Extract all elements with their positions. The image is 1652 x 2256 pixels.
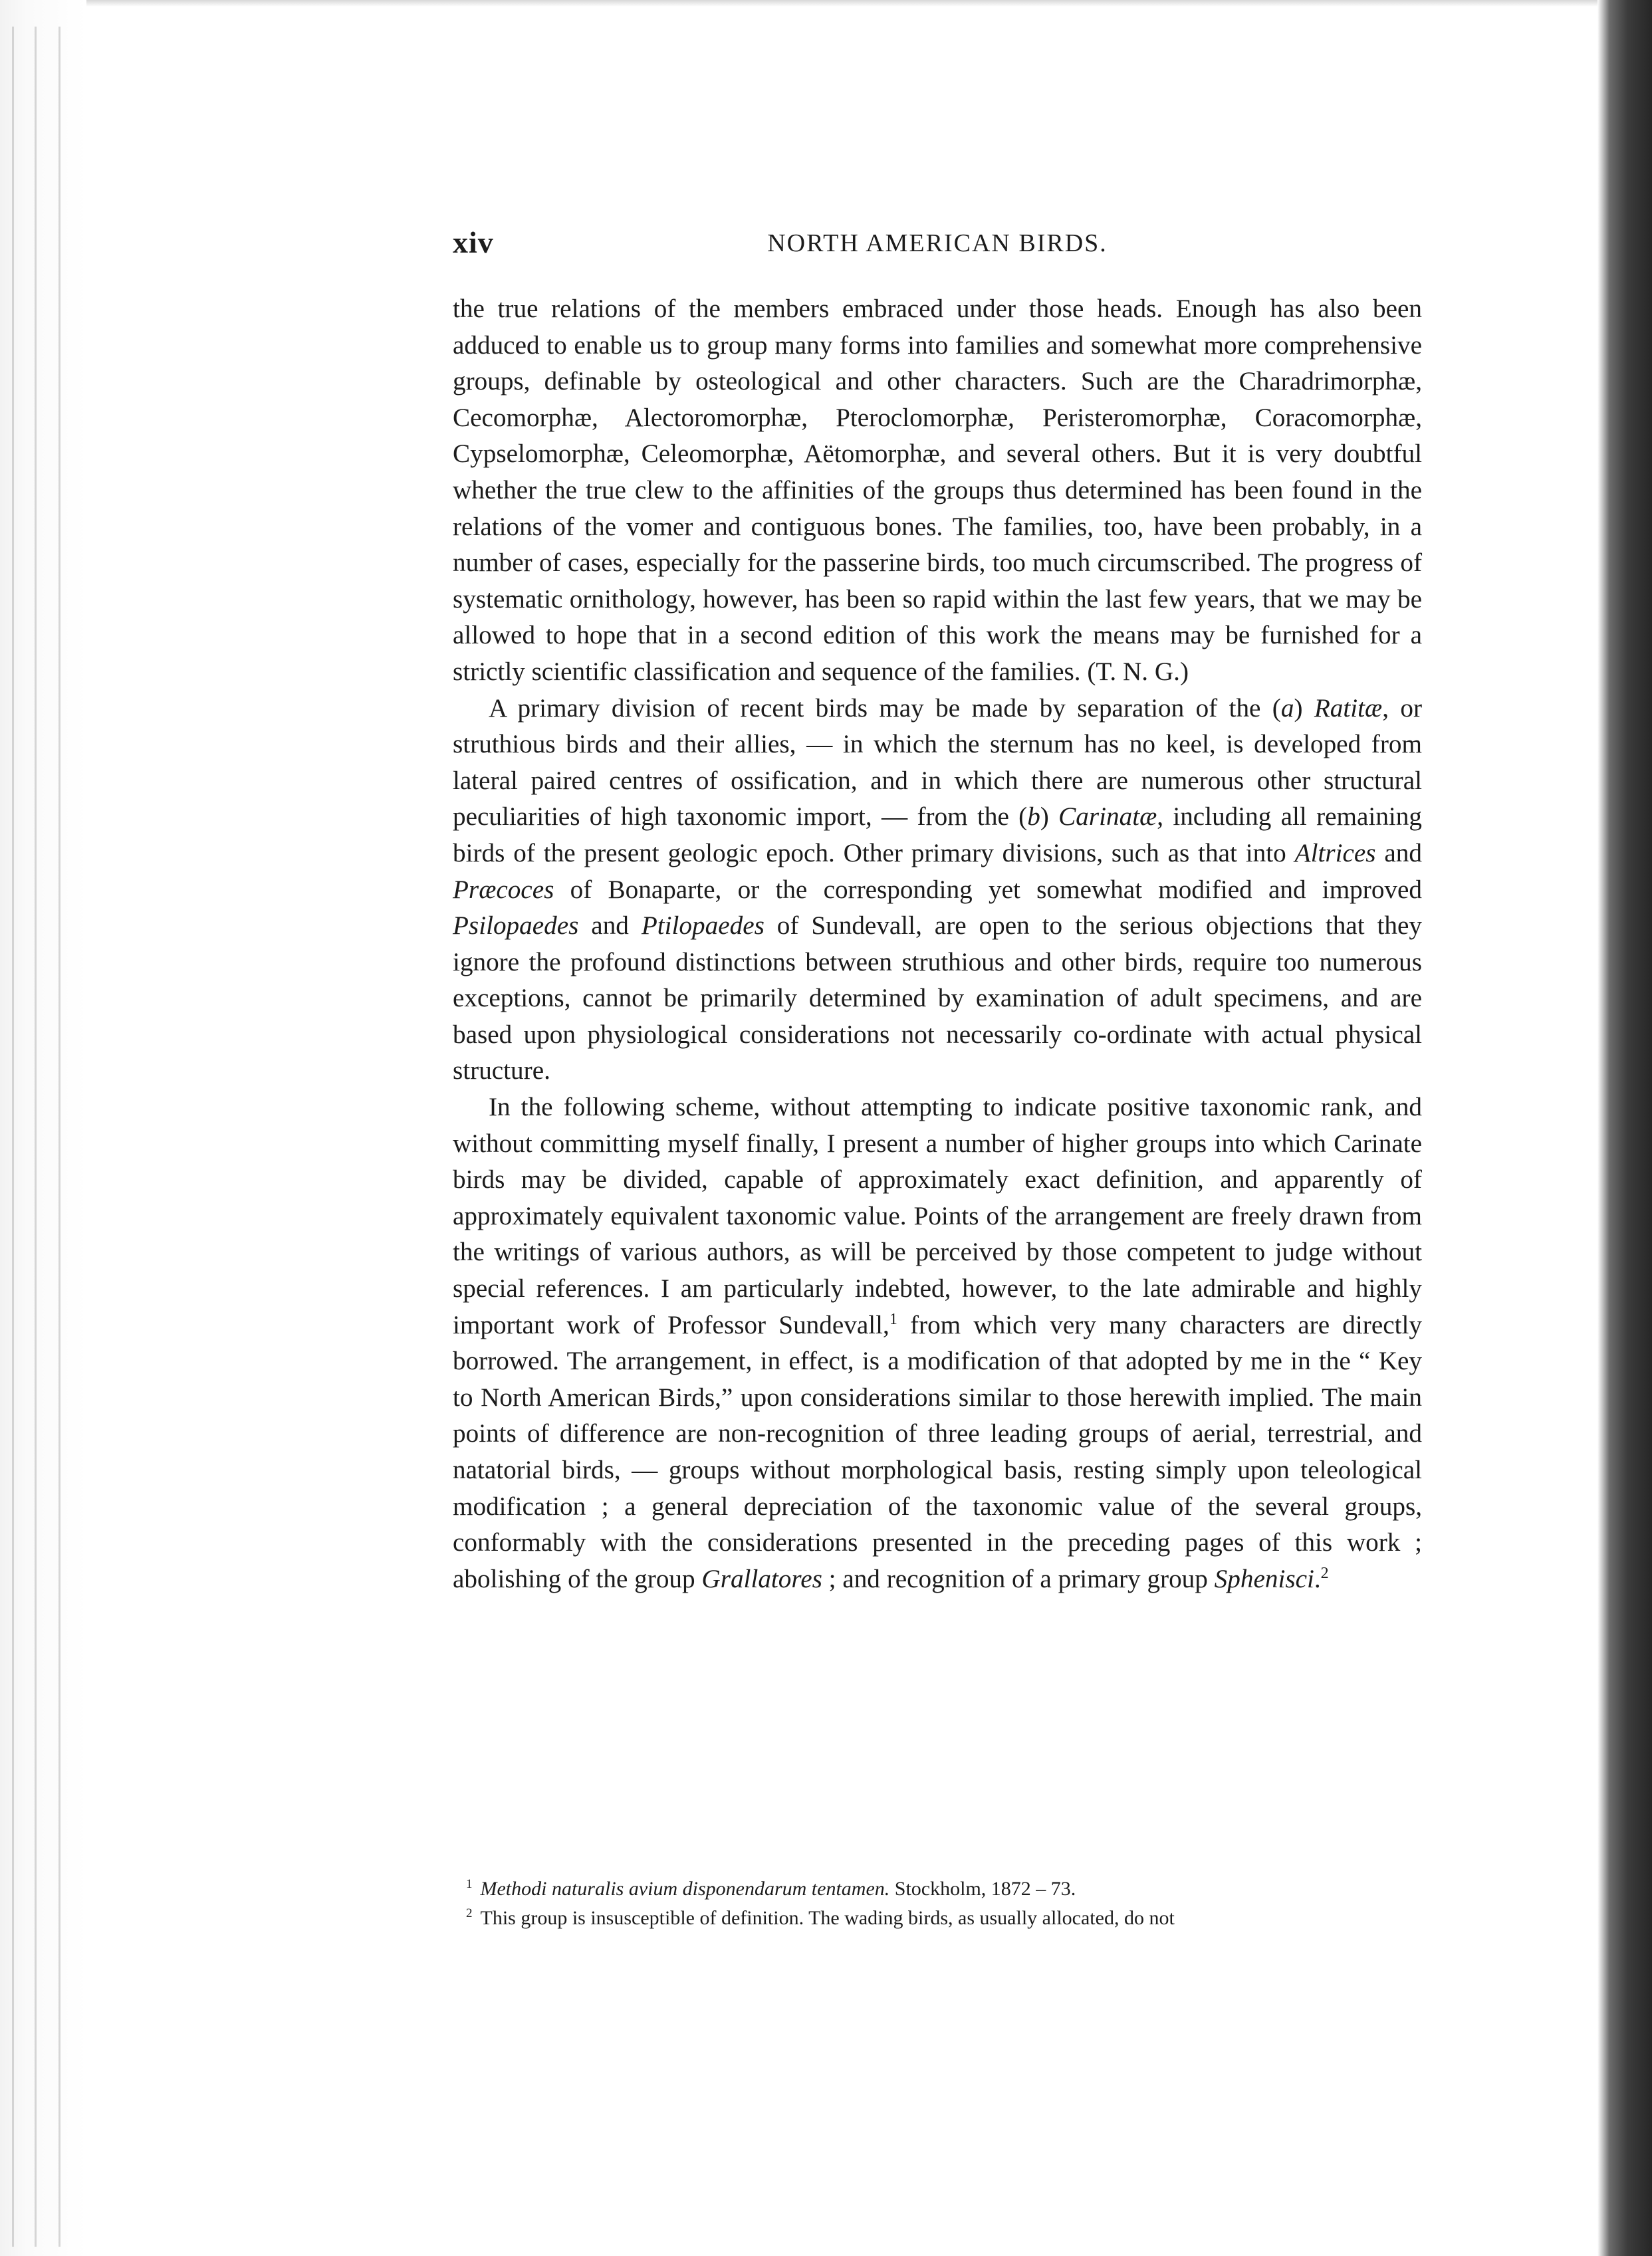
text-span: ; and recognition of a primary group <box>822 1564 1215 1593</box>
italic-span: Carinatæ <box>1058 802 1157 832</box>
footnotes <box>453 1874 1422 1933</box>
text-span: ) <box>1294 693 1314 723</box>
italic-span: Ratitæ <box>1314 693 1383 723</box>
scan-line <box>35 27 37 2247</box>
text-span: A primary division of recent birds may be made by separation of the ( <box>489 693 1281 723</box>
footnote-1 <box>453 1874 1422 1904</box>
italic-span: Altrices <box>1294 838 1376 867</box>
italic-span: Præcoces <box>453 875 554 904</box>
text-span: of Bonaparte, or the corresponding yet somewhat modified and improved <box>554 875 1422 904</box>
footnote-text: Stockholm, 1872 – 73. <box>889 1878 1076 1900</box>
paragraph-2 <box>453 691 1422 1090</box>
footnote-mark: 2 <box>466 1906 473 1920</box>
scan-top-edge <box>86 0 1597 7</box>
footnote-mark: 1 <box>466 1877 473 1891</box>
scan-right-edge <box>1597 0 1652 2256</box>
italic-span: Ptilopaedes <box>641 911 765 941</box>
footnote-ref-2[interactable]: 2 <box>1320 1564 1329 1582</box>
running-head <box>453 225 1422 265</box>
paragraph-3 <box>453 1089 1422 1597</box>
italic-span: a <box>1280 693 1294 723</box>
footnote-text: This group is insusceptible of definition. The wading birds, as usually allocated, do not <box>480 1907 1175 1929</box>
footnote-2 <box>453 1904 1422 1933</box>
text-span: and <box>1375 838 1422 867</box>
running-title: NORTH AMERICAN BIRDS. <box>767 229 1108 257</box>
text-span: ) <box>1040 802 1059 832</box>
text-span: , or struthious birds and their allies, — in which the sternum has no keel, is developed from lateral paired centres of ossification, and in which there are numerous other structural peculiarities of high taxonomic import, — from the ( <box>453 693 1422 832</box>
text-span: and <box>578 911 642 941</box>
italic-span: Grallatores <box>701 1564 822 1593</box>
body-text <box>453 291 1422 1597</box>
scan-line <box>12 27 14 2247</box>
text-span: , including all remaining birds of the present geologic epoch. Other primary divisions, such as that into <box>453 802 1422 867</box>
paragraph-1: the true relations of the members embraced under those heads. Enough has also been adduced to enable us to group many forms into families and somewhat more comprehensive groups, definable by osteological and other characters. Such are the Charadrimorphæ, Cecomorphæ, Alectoromorphæ, Pteroclomorphæ, Peristeromorphæ, Coracomorphæ, Cypselomorphæ, Celeomorphæ, Aëtomorphæ, and several others. But it is very doubtful whether the true clew to the affinities of the groups thus determined has been found in the relations of the vomer and contiguous bones. The families, too, have been probably, in a number of cases, especially for the passerine birds, too much circumscribed. The progress of systematic ornithology, however, has been so rapid within the last few years, that we may be allowed to hope that in a second edition of this work the means may be furnished for a strictly scientific classification and sequence of the families. (T. N. G.) <box>453 294 1422 686</box>
text-span: from which very many characters are directly borrowed. The arrangement, in effect, is a modification of that adopted by me in the “ Key to North American Birds,” upon considerations similar to those herewith implied. The main points of difference are non-recognition of three leading groups of aerial, terrestrial, and natatorial birds, — groups without morphological basis, resting simply upon teleological modification ; a general depreciation of the taxonomic value of the several groups, conformably with the considerations presented in the preceding pages of this work ; abolishing of the group <box>453 1310 1422 1593</box>
footnote-ref-1[interactable]: 1 <box>889 1310 897 1328</box>
scan-line <box>59 27 60 2247</box>
italic-span: Sphenisci <box>1214 1564 1314 1593</box>
text-span: In the following scheme, without attempting to indicate positive taxonomic rank, and without committing myself finally, I present a number of higher groups into which Carinate birds may be divided, capable of approximately exact definition, and apparently of approximately equivalent taxonomic value. Points of the arrangement are freely drawn from the writings of various authors, as will be perceived by those competent to judge without special references. I am particularly indebted, however, to the late admirable and highly important work of Professor Sundevall, <box>453 1093 1422 1339</box>
text-span: of Sundevall, are open to the serious objections that they ignore the profound distinctions between struthious and other birds, require too numerous exceptions, cannot be primarily determined by examination of adult specimens, and are based upon physiological considerations not necessarily co-ordinate with actual physical structure. <box>453 911 1422 1085</box>
page-number: xiv <box>453 225 494 259</box>
italic-span: b <box>1027 802 1040 832</box>
italic-span: Psilopaedes <box>453 911 579 941</box>
footnote-title: Methodi naturalis avium disponendarum tentamen. <box>480 1878 890 1900</box>
text-span: . <box>1314 1564 1321 1593</box>
